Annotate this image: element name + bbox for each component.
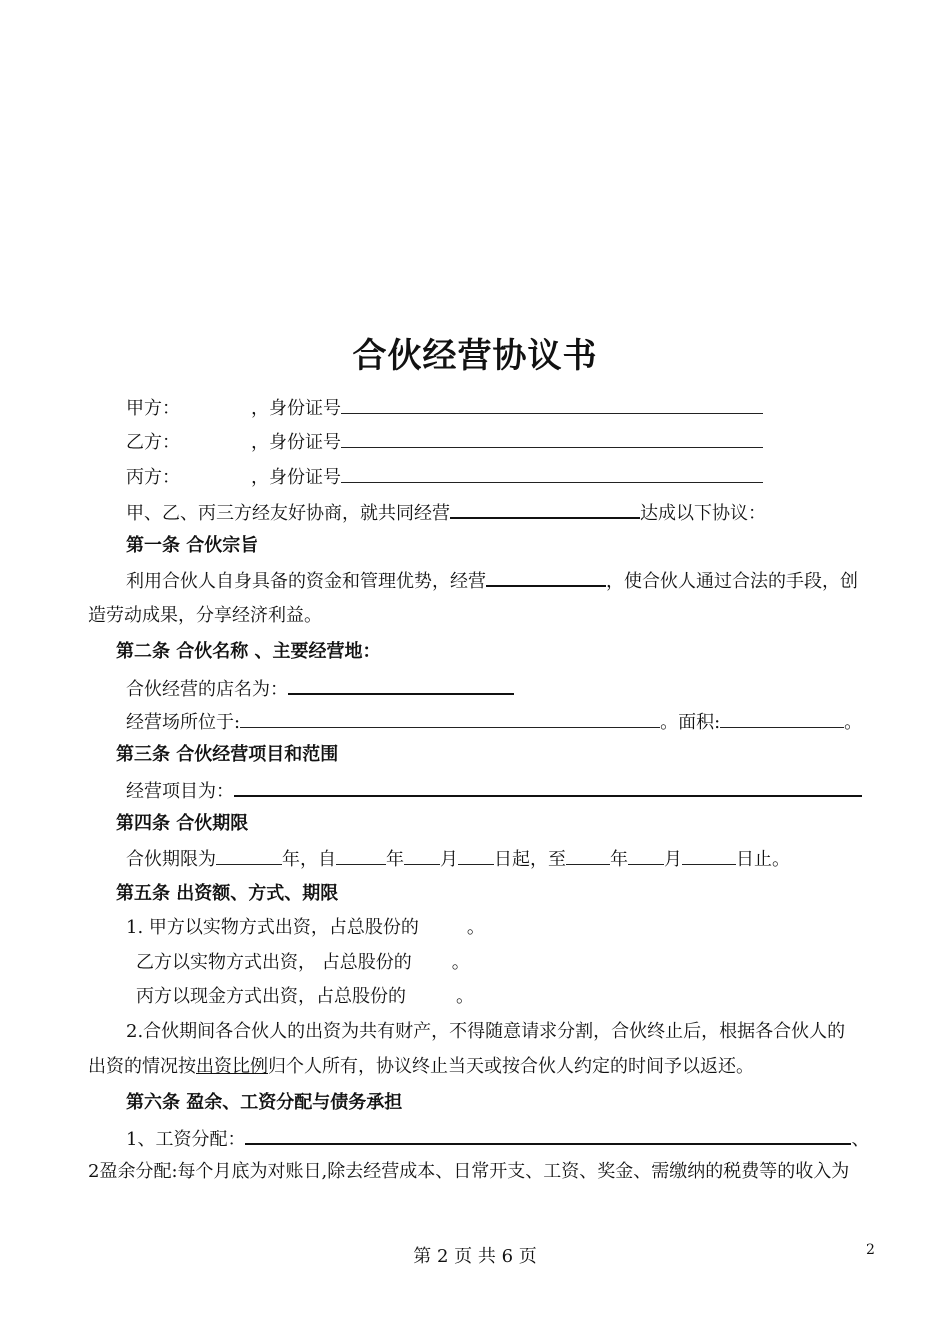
- article4-heading: 第四条 合伙期限: [116, 813, 249, 834]
- intro-text: 甲、乙、丙三方经友好协商，就共同经营: [126, 503, 450, 524]
- party-a-contribution-text: 1. 甲方以实物方式出资，占总股份的: [126, 917, 419, 938]
- party-c-contribution: [136, 985, 474, 1009]
- start-month-blank: [404, 847, 440, 865]
- page-footer: 第 2 页 共 6 页: [413, 1246, 537, 1267]
- party-b-label: 乙方：: [126, 432, 180, 453]
- end-month-blank: [628, 847, 664, 865]
- term-line: [126, 847, 790, 872]
- page-number: 2: [866, 1242, 875, 1258]
- article6-heading: 第六条 盈余、工资分配与债务承担: [126, 1092, 403, 1113]
- term-years-blank: [216, 847, 282, 865]
- party-a-contribution: [126, 916, 485, 940]
- article2-heading: 第二条 合伙名称 、主要经营地：: [116, 641, 381, 662]
- party-c-line: [126, 465, 763, 490]
- surplus-line: 2盈余分配:每个月底为对账日,除去经营成本、日常开支、工资、奖金、需缴纳的税费等的收入为: [88, 1161, 850, 1182]
- party-b-contribution-text: 乙方以实物方式出资， 占总股份的: [136, 952, 412, 973]
- start-day-blank: [458, 847, 494, 865]
- wage-label: 1、工资分配：: [126, 1129, 246, 1150]
- party-a-contribution-end: 。: [466, 917, 485, 938]
- term-p1: 合伙期限为: [126, 849, 216, 870]
- party-c-id-blank: [341, 465, 763, 483]
- party-c-contribution-end: 。: [456, 986, 474, 1007]
- term-p7: 月: [664, 849, 682, 870]
- business-blank: [450, 500, 640, 519]
- article1-line1-pre: 利用合伙人自身具备的资金和管理优势，经营: [126, 571, 486, 592]
- term-p4: 月: [440, 849, 458, 870]
- article1-line2: 造劳动成果，分享经济利益。: [88, 605, 322, 626]
- party-a-line: [126, 396, 763, 421]
- document-title: 合伙经营协议书: [352, 336, 598, 376]
- article1-line1-post: ，使合伙人通过合法的手段，创: [606, 571, 858, 592]
- location-label: 经营场所位于:: [126, 712, 241, 733]
- party-b-contribution: [136, 951, 470, 975]
- article1-line1: [126, 568, 858, 594]
- intro-tail: 达成以下协议：: [640, 503, 766, 524]
- area-end: 。: [844, 712, 863, 733]
- article3-heading: 第三条 合伙经营项目和范围: [116, 744, 339, 765]
- capital-ratio-link: 出资比例: [196, 1056, 268, 1077]
- area-label: 。面积:: [660, 712, 721, 733]
- id-label: ，身份证号: [251, 467, 341, 488]
- scope-blank: [234, 778, 862, 797]
- party-c-label: 丙方：: [126, 467, 180, 488]
- wage-line: [126, 1126, 869, 1152]
- intro-line: [126, 500, 766, 526]
- location-line: [126, 710, 862, 735]
- id-label: ，身份证号: [251, 398, 341, 419]
- term-p3: 年: [386, 849, 404, 870]
- wage-end: 、: [851, 1129, 870, 1150]
- shop-name-blank: [288, 676, 514, 695]
- id-label: ，身份证号: [251, 432, 341, 453]
- term-p5: 日起，至: [494, 849, 566, 870]
- wage-blank: [245, 1126, 851, 1145]
- shop-name-line: [126, 676, 514, 702]
- party-c-contribution-text: 丙方以现金方式出资，占总股份的: [136, 986, 406, 1007]
- party-a-label: 甲方：: [126, 398, 180, 419]
- area-blank: [720, 710, 844, 728]
- scope-line: [126, 778, 862, 804]
- party-b-contribution-end: 。: [451, 952, 470, 973]
- article5-heading: 第五条 出资额、方式、期限: [116, 883, 339, 904]
- article5-p2-line2-post: 归个人所有，协议终止当天或按合伙人约定的时间予以返还。: [268, 1056, 754, 1077]
- scope-label: 经营项目为：: [126, 781, 234, 802]
- party-a-id-blank: [341, 396, 763, 414]
- article5-p2-line1: 2.合伙期间各合伙人的出资为共有财产，不得随意请求分割，合伙终止后，根据各合伙人的: [126, 1021, 846, 1042]
- article1-heading: 第一条 合伙宗旨: [126, 535, 259, 556]
- end-year-blank: [566, 847, 610, 865]
- term-p8: 日止。: [736, 849, 790, 870]
- location-blank: [240, 710, 660, 728]
- shop-name-label: 合伙经营的店名为：: [126, 679, 288, 700]
- term-p6: 年: [610, 849, 628, 870]
- party-b-line: [126, 430, 763, 455]
- article5-p2-line2-pre: 出资的情况按: [88, 1056, 196, 1077]
- start-year-blank: [336, 847, 386, 865]
- end-day-blank: [682, 847, 736, 865]
- operate-blank: [486, 568, 606, 587]
- article5-p2-line2: [88, 1055, 754, 1079]
- party-b-id-blank: [341, 430, 763, 448]
- term-p2: 年，自: [282, 849, 336, 870]
